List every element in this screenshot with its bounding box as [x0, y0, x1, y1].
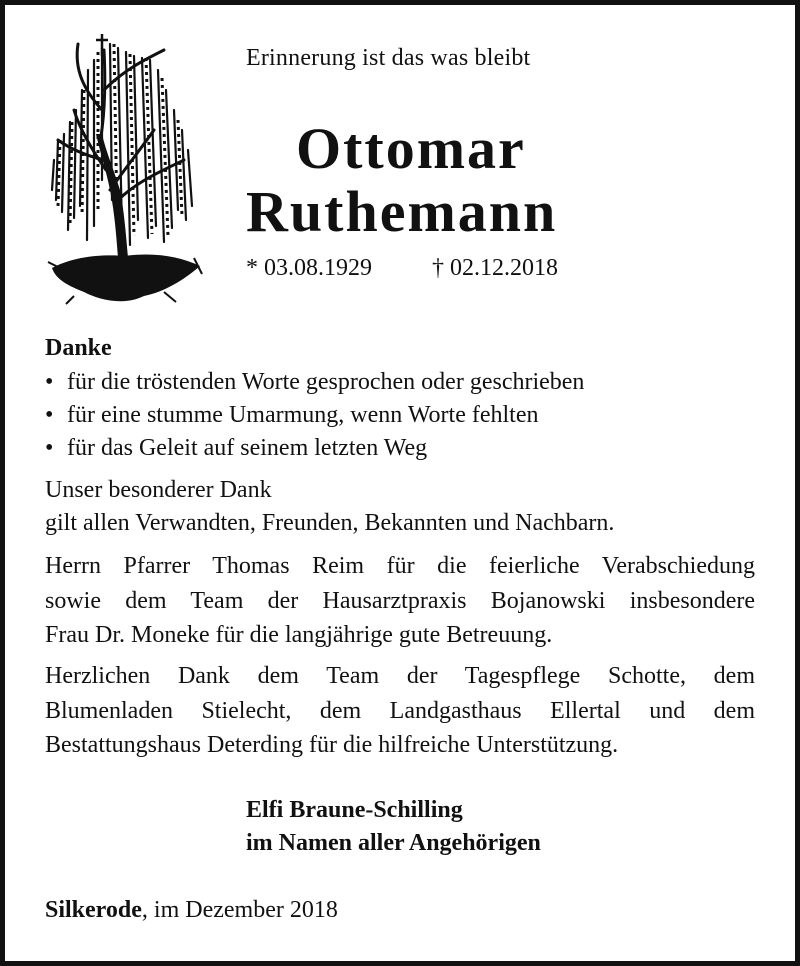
thanks-list — [45, 366, 584, 465]
list-item — [45, 432, 584, 465]
paragraph-line: Frau Dr. Moneke für die langjährige gute Betreuung. — [45, 622, 553, 648]
weeping-willow-icon — [44, 30, 204, 310]
first-name: Ottomar — [296, 116, 526, 181]
bullet-icon: • — [45, 369, 54, 395]
signature-note: im Namen aller Angehörigen — [246, 830, 541, 856]
place-date-text: , im Dezember 2018 — [141, 897, 338, 923]
bullet-icon: • — [45, 402, 54, 428]
list-item — [45, 366, 584, 399]
last-name: Ruthemann — [246, 179, 558, 244]
list-item — [45, 399, 584, 432]
list-item-text: für das Geleit auf seinem letzten Weg — [67, 435, 428, 461]
paragraph-line: Herrn Pfarrer Thomas Reim für die feierliche Verabschiedung — [45, 553, 755, 579]
list-item-text: für die tröstenden Worte gesprochen oder geschrieben — [67, 369, 585, 395]
list-item-text: für eine stumme Umarmung, wenn Worte fehlten — [67, 402, 539, 428]
thanks-paragraph-1 — [45, 549, 755, 653]
motto: Erinnerung ist das was bleibt — [246, 45, 531, 71]
thanks-paragraph-2 — [45, 659, 755, 763]
bullet-icon: • — [45, 435, 54, 461]
paragraph-line: Herzlichen Dank dem Team der Tagespflege Schotte, dem — [45, 663, 755, 689]
paragraph-line: Blumenladen Stielecht, dem Landgasthaus Ellertal und dem — [45, 697, 755, 724]
paragraph-line: Bestattungshaus Deterding für die hilfreiche Unterstützung. — [45, 732, 619, 758]
life-dates — [246, 255, 596, 287]
death-date: † 02.12.2018 — [432, 255, 558, 281]
thanks-heading: Danke — [45, 335, 112, 361]
special-thanks-intro: Unser besonderer Dank — [45, 477, 272, 503]
special-thanks-text: gilt allen Verwandten, Freunden, Bekannten und Nachbarn. — [45, 510, 615, 536]
birth-date: * 03.08.1929 — [246, 255, 372, 281]
paragraph-line: sowie dem Team der Hausarztpraxis Bojanowski insbesondere — [45, 587, 755, 614]
place-date — [45, 897, 338, 924]
place-town: Silkerode — [45, 897, 142, 923]
signature-name: Elfi Braune-Schilling — [246, 797, 463, 823]
